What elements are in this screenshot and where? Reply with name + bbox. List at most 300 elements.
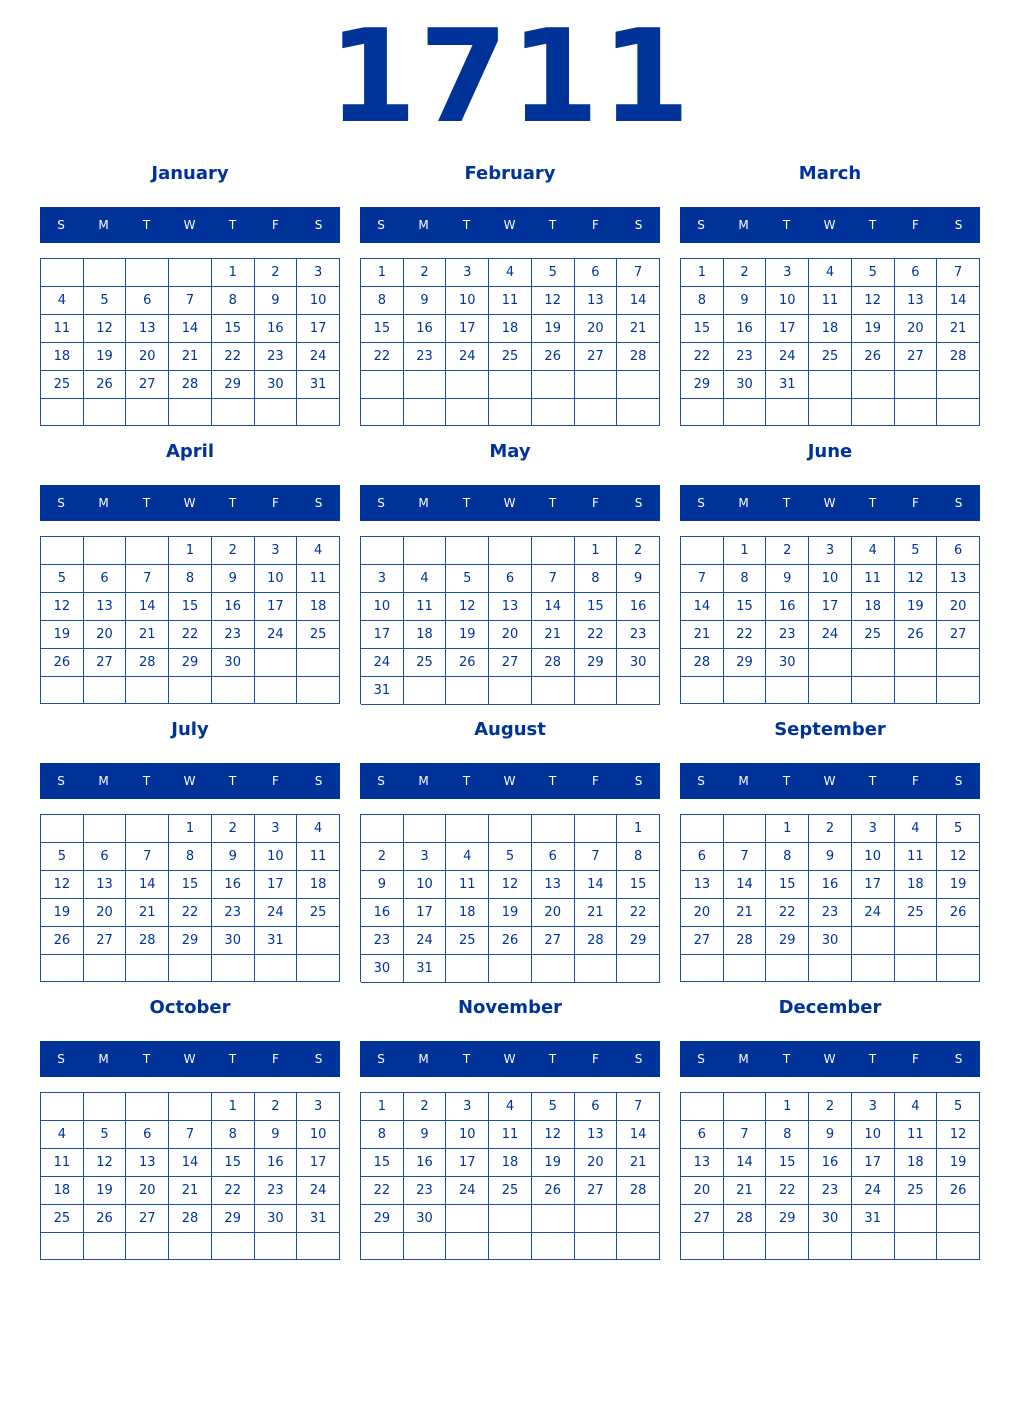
empty-cell xyxy=(361,537,404,565)
weekday-label: F xyxy=(912,218,919,232)
weekday-label: T xyxy=(228,774,237,788)
day-cell: 26 xyxy=(489,927,532,955)
empty-cell xyxy=(895,955,938,982)
empty-cell xyxy=(489,815,532,843)
day-cell: 25 xyxy=(41,371,84,399)
day-cell: 16 xyxy=(361,899,404,927)
weekday-label: M xyxy=(738,218,749,232)
empty-cell xyxy=(895,649,938,677)
empty-cell xyxy=(446,677,489,705)
empty-cell xyxy=(404,399,447,427)
weekday-label: F xyxy=(912,774,919,788)
day-cell: 29 xyxy=(766,1205,809,1233)
day-cell: 1 xyxy=(212,1093,255,1121)
day-cell: 7 xyxy=(532,565,575,593)
month-name: August xyxy=(474,719,546,740)
weekday-header xyxy=(360,485,660,521)
day-cell: 5 xyxy=(84,1121,127,1149)
day-cell: 14 xyxy=(724,1149,767,1177)
day-cell: 4 xyxy=(41,1121,84,1149)
weekday-label: T xyxy=(548,1052,557,1066)
day-cell: 22 xyxy=(361,343,404,371)
day-cell: 6 xyxy=(575,259,618,287)
day-cell: 24 xyxy=(404,927,447,955)
day-cell: 20 xyxy=(126,343,169,371)
empty-cell xyxy=(809,1233,852,1260)
weekday-label: S xyxy=(954,496,963,510)
day-cell: 13 xyxy=(895,287,938,315)
weekday-label: T xyxy=(142,774,151,788)
day-cell: 13 xyxy=(575,1121,618,1149)
weekday-label: M xyxy=(418,774,429,788)
month-name: January xyxy=(151,163,229,184)
day-cell: 2 xyxy=(255,1093,298,1121)
day-cell: 28 xyxy=(617,1177,660,1205)
day-grid xyxy=(40,1092,340,1260)
day-cell: 11 xyxy=(297,565,340,593)
day-cell: 7 xyxy=(724,1121,767,1149)
weekday-label: T xyxy=(142,496,151,510)
day-cell: 20 xyxy=(84,621,127,649)
empty-cell xyxy=(724,815,767,843)
empty-cell xyxy=(84,1093,127,1121)
day-cell: 9 xyxy=(361,871,404,899)
day-cell: 17 xyxy=(297,1149,340,1177)
weekday-label: F xyxy=(272,1052,279,1066)
day-cell: 25 xyxy=(809,343,852,371)
weekday-label: S xyxy=(57,1052,65,1066)
day-cell: 24 xyxy=(446,343,489,371)
empty-cell xyxy=(297,649,340,677)
empty-cell xyxy=(937,371,980,399)
day-cell: 25 xyxy=(489,343,532,371)
day-cell: 1 xyxy=(361,1093,404,1121)
day-cell: 23 xyxy=(404,1177,447,1205)
day-cell: 18 xyxy=(404,621,447,649)
day-cell: 20 xyxy=(126,1177,169,1205)
empty-cell xyxy=(404,677,447,705)
day-cell: 9 xyxy=(255,287,298,315)
day-cell: 4 xyxy=(297,537,340,565)
day-cell: 1 xyxy=(724,537,767,565)
day-cell: 11 xyxy=(41,1149,84,1177)
empty-cell xyxy=(297,677,340,704)
weekday-label: M xyxy=(98,1052,109,1066)
day-cell: 6 xyxy=(895,259,938,287)
day-cell: 6 xyxy=(489,565,532,593)
weekday-label: S xyxy=(377,1052,385,1066)
day-cell: 3 xyxy=(766,259,809,287)
month-name: July xyxy=(171,719,209,740)
day-cell: 11 xyxy=(489,287,532,315)
day-cell: 9 xyxy=(255,1121,298,1149)
weekday-label: W xyxy=(503,1052,516,1066)
day-cell: 8 xyxy=(575,565,618,593)
day-cell: 19 xyxy=(937,1149,980,1177)
day-cell: 1 xyxy=(681,259,724,287)
weekday-label: M xyxy=(738,496,749,510)
day-cell: 14 xyxy=(532,593,575,621)
day-grid xyxy=(680,536,980,704)
day-cell: 27 xyxy=(84,649,127,677)
empty-cell xyxy=(575,399,618,427)
day-cell: 21 xyxy=(617,315,660,343)
empty-cell xyxy=(852,955,895,982)
empty-cell xyxy=(169,1093,212,1121)
day-cell: 3 xyxy=(297,259,340,287)
empty-cell xyxy=(489,1233,532,1260)
weekday-label: S xyxy=(314,218,323,232)
day-grid xyxy=(360,258,660,426)
day-cell: 10 xyxy=(255,565,298,593)
empty-cell xyxy=(126,537,169,565)
day-cell: 29 xyxy=(169,649,212,677)
day-cell: 27 xyxy=(937,621,980,649)
day-cell: 18 xyxy=(489,315,532,343)
day-cell: 2 xyxy=(766,537,809,565)
day-cell: 4 xyxy=(852,537,895,565)
day-cell: 26 xyxy=(532,1177,575,1205)
day-cell: 14 xyxy=(169,1149,212,1177)
weekday-label: F xyxy=(592,496,599,510)
empty-cell xyxy=(126,259,169,287)
day-cell: 10 xyxy=(809,565,852,593)
weekday-label: S xyxy=(57,496,65,510)
weekday-header xyxy=(40,1041,340,1077)
day-cell: 10 xyxy=(404,871,447,899)
day-cell: 21 xyxy=(681,621,724,649)
empty-cell xyxy=(255,677,298,704)
empty-cell xyxy=(84,815,127,843)
day-cell: 21 xyxy=(169,343,212,371)
weekday-label: T xyxy=(548,496,557,510)
empty-cell xyxy=(446,815,489,843)
day-cell: 5 xyxy=(937,815,980,843)
day-cell: 12 xyxy=(84,1149,127,1177)
day-cell: 18 xyxy=(809,315,852,343)
empty-cell xyxy=(41,1093,84,1121)
empty-cell xyxy=(617,1205,660,1233)
empty-cell xyxy=(169,259,212,287)
day-cell: 8 xyxy=(169,565,212,593)
weekday-label: W xyxy=(823,1052,836,1066)
day-cell: 7 xyxy=(724,843,767,871)
day-cell: 7 xyxy=(126,843,169,871)
day-cell: 24 xyxy=(297,1177,340,1205)
empty-cell xyxy=(84,537,127,565)
day-cell: 15 xyxy=(212,315,255,343)
day-cell: 8 xyxy=(361,287,404,315)
day-cell: 12 xyxy=(41,593,84,621)
day-cell: 17 xyxy=(446,315,489,343)
empty-cell xyxy=(41,1233,84,1260)
day-cell: 7 xyxy=(126,565,169,593)
day-cell: 22 xyxy=(212,343,255,371)
empty-cell xyxy=(937,1233,980,1260)
day-cell: 30 xyxy=(809,927,852,955)
day-cell: 27 xyxy=(681,1205,724,1233)
day-grid xyxy=(40,536,340,704)
day-cell: 9 xyxy=(617,565,660,593)
day-cell: 3 xyxy=(809,537,852,565)
day-cell: 28 xyxy=(617,343,660,371)
day-cell: 22 xyxy=(361,1177,404,1205)
day-cell: 12 xyxy=(937,843,980,871)
weekday-label: T xyxy=(868,774,877,788)
empty-cell xyxy=(41,815,84,843)
day-cell: 26 xyxy=(446,649,489,677)
empty-cell xyxy=(895,399,938,426)
weekday-label: T xyxy=(462,774,471,788)
day-cell: 5 xyxy=(41,565,84,593)
day-cell: 10 xyxy=(255,843,298,871)
weekday-label: M xyxy=(418,496,429,510)
day-cell: 11 xyxy=(895,843,938,871)
day-cell: 22 xyxy=(617,899,660,927)
day-cell: 13 xyxy=(937,565,980,593)
day-cell: 28 xyxy=(532,649,575,677)
empty-cell xyxy=(617,677,660,705)
day-cell: 16 xyxy=(724,315,767,343)
weekday-label: S xyxy=(634,1052,643,1066)
day-cell: 20 xyxy=(937,593,980,621)
empty-cell xyxy=(361,815,404,843)
empty-cell xyxy=(84,259,127,287)
weekday-label: T xyxy=(142,1052,151,1066)
weekday-label: T xyxy=(462,1052,471,1066)
empty-cell xyxy=(255,399,298,426)
day-cell: 5 xyxy=(446,565,489,593)
weekday-label: S xyxy=(954,1052,963,1066)
weekday-label: W xyxy=(503,774,516,788)
day-cell: 9 xyxy=(809,1121,852,1149)
day-cell: 18 xyxy=(852,593,895,621)
weekday-label: T xyxy=(228,218,237,232)
empty-cell xyxy=(489,399,532,427)
day-cell: 29 xyxy=(212,1205,255,1233)
day-cell: 13 xyxy=(84,593,127,621)
day-cell: 31 xyxy=(404,955,447,983)
weekday-label: S xyxy=(954,218,963,232)
day-grid xyxy=(680,258,980,426)
weekday-label: T xyxy=(142,218,151,232)
day-cell: 24 xyxy=(297,343,340,371)
weekday-label: W xyxy=(823,496,836,510)
day-cell: 30 xyxy=(212,927,255,955)
empty-cell xyxy=(809,399,852,426)
day-cell: 15 xyxy=(617,871,660,899)
empty-cell xyxy=(937,649,980,677)
day-cell: 11 xyxy=(852,565,895,593)
empty-cell xyxy=(895,677,938,704)
empty-cell xyxy=(169,1233,212,1260)
day-cell: 10 xyxy=(297,287,340,315)
empty-cell xyxy=(617,955,660,983)
empty-cell xyxy=(297,927,340,955)
weekday-label: T xyxy=(782,774,791,788)
weekday-label: S xyxy=(57,774,65,788)
empty-cell xyxy=(532,955,575,983)
day-cell: 25 xyxy=(489,1177,532,1205)
day-cell: 22 xyxy=(169,621,212,649)
empty-cell xyxy=(575,1233,618,1260)
empty-cell xyxy=(404,371,447,399)
day-cell: 9 xyxy=(724,287,767,315)
empty-cell xyxy=(852,649,895,677)
day-cell: 8 xyxy=(212,1121,255,1149)
day-cell: 31 xyxy=(297,371,340,399)
day-cell: 25 xyxy=(41,1205,84,1233)
day-cell: 25 xyxy=(895,899,938,927)
weekday-label: T xyxy=(868,218,877,232)
day-cell: 15 xyxy=(766,1149,809,1177)
day-cell: 17 xyxy=(297,315,340,343)
empty-cell xyxy=(404,537,447,565)
weekday-label: F xyxy=(272,218,279,232)
empty-cell xyxy=(169,399,212,426)
day-cell: 14 xyxy=(724,871,767,899)
empty-cell xyxy=(169,677,212,704)
day-cell: 20 xyxy=(575,1149,618,1177)
day-cell: 17 xyxy=(809,593,852,621)
day-cell: 2 xyxy=(361,843,404,871)
day-cell: 9 xyxy=(404,1121,447,1149)
weekday-label: M xyxy=(738,774,749,788)
day-cell: 7 xyxy=(169,287,212,315)
day-cell: 6 xyxy=(126,287,169,315)
weekday-label: T xyxy=(228,1052,237,1066)
empty-cell xyxy=(681,1233,724,1260)
day-cell: 12 xyxy=(489,871,532,899)
empty-cell xyxy=(446,537,489,565)
day-cell: 18 xyxy=(489,1149,532,1177)
weekday-label: W xyxy=(503,496,516,510)
day-grid xyxy=(680,814,980,982)
day-cell: 16 xyxy=(212,871,255,899)
empty-cell xyxy=(852,927,895,955)
day-cell: 8 xyxy=(724,565,767,593)
weekday-header xyxy=(360,207,660,243)
day-cell: 18 xyxy=(446,899,489,927)
day-cell: 28 xyxy=(575,927,618,955)
empty-cell xyxy=(617,371,660,399)
day-cell: 9 xyxy=(766,565,809,593)
day-cell: 11 xyxy=(41,315,84,343)
empty-cell xyxy=(532,371,575,399)
empty-cell xyxy=(361,371,404,399)
day-cell: 16 xyxy=(212,593,255,621)
month-name: February xyxy=(464,163,556,184)
weekday-header xyxy=(360,1041,660,1077)
day-cell: 13 xyxy=(681,871,724,899)
weekday-label: T xyxy=(548,218,557,232)
day-cell: 30 xyxy=(617,649,660,677)
weekday-label: S xyxy=(377,774,385,788)
weekday-header xyxy=(40,763,340,799)
empty-cell xyxy=(212,1233,255,1260)
day-cell: 2 xyxy=(809,815,852,843)
day-cell: 2 xyxy=(212,815,255,843)
day-cell: 7 xyxy=(169,1121,212,1149)
day-cell: 20 xyxy=(681,899,724,927)
weekday-label: S xyxy=(314,1052,323,1066)
month-name: June xyxy=(807,441,853,462)
weekday-header xyxy=(680,1041,980,1077)
day-cell: 20 xyxy=(895,315,938,343)
day-cell: 3 xyxy=(255,815,298,843)
day-cell: 19 xyxy=(895,593,938,621)
day-cell: 25 xyxy=(404,649,447,677)
day-cell: 7 xyxy=(575,843,618,871)
day-cell: 6 xyxy=(681,843,724,871)
day-cell: 20 xyxy=(489,621,532,649)
day-cell: 8 xyxy=(617,843,660,871)
day-cell: 23 xyxy=(212,621,255,649)
empty-cell xyxy=(681,537,724,565)
weekday-label: S xyxy=(697,1052,705,1066)
empty-cell xyxy=(895,927,938,955)
day-cell: 23 xyxy=(212,899,255,927)
day-cell: 11 xyxy=(446,871,489,899)
day-grid xyxy=(360,814,660,982)
day-cell: 4 xyxy=(41,287,84,315)
empty-cell xyxy=(852,399,895,426)
day-cell: 26 xyxy=(937,899,980,927)
day-cell: 26 xyxy=(84,1205,127,1233)
day-cell: 15 xyxy=(169,871,212,899)
empty-cell xyxy=(852,677,895,704)
day-cell: 21 xyxy=(937,315,980,343)
day-cell: 27 xyxy=(126,1205,169,1233)
day-cell: 30 xyxy=(255,1205,298,1233)
day-cell: 7 xyxy=(937,259,980,287)
day-cell: 25 xyxy=(446,927,489,955)
day-cell: 2 xyxy=(212,537,255,565)
day-cell: 21 xyxy=(169,1177,212,1205)
day-cell: 28 xyxy=(169,1205,212,1233)
day-cell: 18 xyxy=(895,871,938,899)
empty-cell xyxy=(446,1233,489,1260)
empty-cell xyxy=(126,1233,169,1260)
day-cell: 29 xyxy=(766,927,809,955)
empty-cell xyxy=(895,371,938,399)
empty-cell xyxy=(575,677,618,705)
empty-cell xyxy=(724,955,767,982)
empty-cell xyxy=(617,1233,660,1260)
empty-cell xyxy=(575,815,618,843)
day-cell: 15 xyxy=(169,593,212,621)
empty-cell xyxy=(84,955,127,982)
day-cell: 13 xyxy=(489,593,532,621)
day-cell: 16 xyxy=(809,1149,852,1177)
empty-cell xyxy=(937,927,980,955)
day-cell: 28 xyxy=(126,649,169,677)
day-cell: 26 xyxy=(41,927,84,955)
day-cell: 3 xyxy=(255,537,298,565)
day-cell: 26 xyxy=(937,1177,980,1205)
day-cell: 10 xyxy=(297,1121,340,1149)
day-cell: 31 xyxy=(766,371,809,399)
day-cell: 4 xyxy=(809,259,852,287)
day-cell: 31 xyxy=(852,1205,895,1233)
day-cell: 8 xyxy=(681,287,724,315)
day-cell: 20 xyxy=(681,1177,724,1205)
day-cell: 11 xyxy=(895,1121,938,1149)
empty-cell xyxy=(724,1233,767,1260)
day-cell: 5 xyxy=(852,259,895,287)
day-cell: 13 xyxy=(681,1149,724,1177)
empty-cell xyxy=(361,1233,404,1260)
